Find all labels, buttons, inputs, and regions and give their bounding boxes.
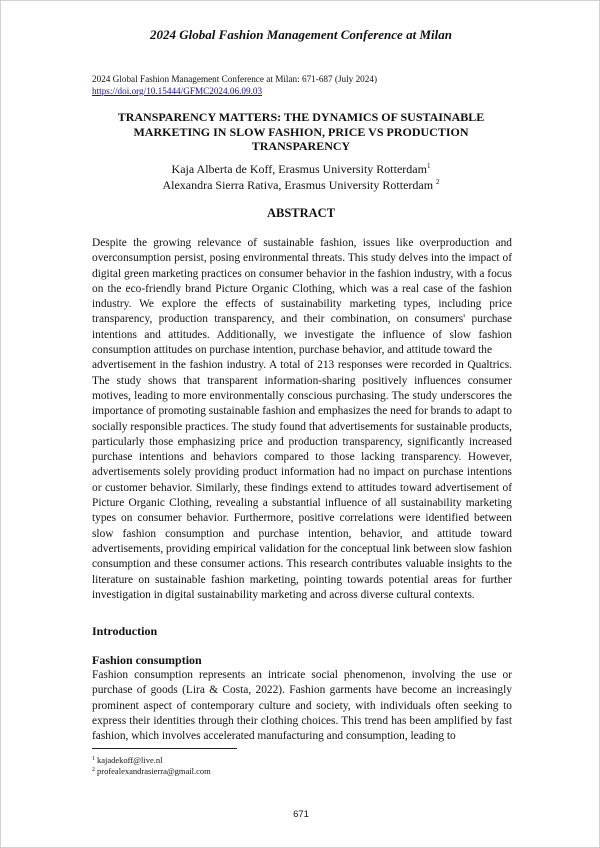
abstract-heading: ABSTRACT: [266, 206, 336, 220]
citation-block: [92, 73, 377, 97]
footnote-2-email: profealexandrasierra@gmail.com: [97, 766, 211, 776]
introduction-body: Fashion consumption represents an intricate social phenomenon, involving the use or purchase of goods (Lira & Costa, 2022). Fashion garments have become an increasingly prominent aspect of contemporary culture and society, with individuals often seeking to express their identities through their clothing choices. This trend has been amplified by fast fashion, which involves accelerated manufacturing and consumption, leading to: [92, 669, 512, 743]
footnote-1-mark: 1: [92, 756, 95, 762]
abstract-paragraph-2: advertisement in the fashion industry. A total of 213 responses were recorded in Qualtrics. The study shows that transparent information-sharing positively influences consumer motives, leading to more environmentally conscious purchasing. The study underscores the importance of promoting sustainable fashion and emphasizes the need for brands to adapt to socially responsible practices. The study found that advertisements for sustainable products, particularly those emphasizing price and production transparency, significantly increased purchase intentions and behaviors compared to those lacking transparency. However, advertisements solely providing product information had no impact on purchase intentions or customer behavior. Similarly, these findings extend to attitudes toward advertisement of Picture Organic Clothing, revealing a substantial influence of all sustainability marketing types on consumer behavior. Furthermore, positive correlations were identified between slow fashion consumption and purchase intention, behavior, and attitude toward advertisements, providing empirical validation for the conceptual link between slow fashion consumption and these consumer actions. This research contributes valuable insights to the literature on sustainable fashion marketing, pointing towards potential areas for further investigation in digital sustainability marketing and across diverse cultural contexts.: [92, 359, 512, 601]
footnote-1-email: kajadekoff@live.nl: [97, 755, 163, 765]
page-number: 671: [293, 809, 309, 820]
author-2: [1, 178, 600, 194]
footnote-2: [92, 766, 211, 777]
fashion-consumption-heading: Fashion consumption: [92, 653, 202, 667]
running-head: 2024 Global Fashion Management Conference at Milan: [150, 27, 452, 42]
author-list: [1, 162, 600, 193]
paper-title: TRANSPARENCY MATTERS: THE DYNAMICS OF SUSTAINABLE MARKETING IN SLOW FASHION, PRICE VS PRODUCTION TRANSPARENCY: [117, 110, 485, 153]
author-1: [1, 162, 600, 178]
author-2-footnote-mark: 2: [436, 177, 440, 186]
footnote-divider: [92, 748, 237, 749]
author-1-name: Kaja Alberta de Koff, Erasmus University Rotterdam: [171, 162, 427, 176]
author-1-footnote-mark: 1: [426, 162, 431, 170]
introduction-heading: Introduction: [92, 624, 158, 638]
footnotes: [92, 755, 211, 777]
author-2-name: Alexandra Sierra Rativa, Erasmus University Rotterdam: [162, 177, 437, 192]
citation-line: 2024 Global Fashion Management Conference at Milan: 671-687 (July 2024): [92, 74, 378, 84]
footnote-2-mark: 2: [92, 767, 95, 773]
doi-link[interactable]: https://doi.org/10.15444/GFMC2024.06.09.03: [92, 86, 263, 96]
footnote-1: [92, 755, 211, 766]
abstract-body: [92, 236, 512, 603]
abstract-paragraph-1: Despite the growing relevance of sustainable fashion, issues like overproduction and overconsumption persist, posing environmental threats. This study delves into the impact of digital green marketing practices on consumer behavior in the fashion industry, with a focus on the eco-friendly brand Picture Organic Clothing, which was a real case of the fashion industry. We explore the effects of sustainability marketing types, including price transparency, production transparency, and their combination, on consumers' purchase intentions and attitudes. Additionally, we investigate the influence of slow fashion consumption attitudes on purchase intention, purchase behavior, and attitude toward the: [92, 237, 512, 357]
